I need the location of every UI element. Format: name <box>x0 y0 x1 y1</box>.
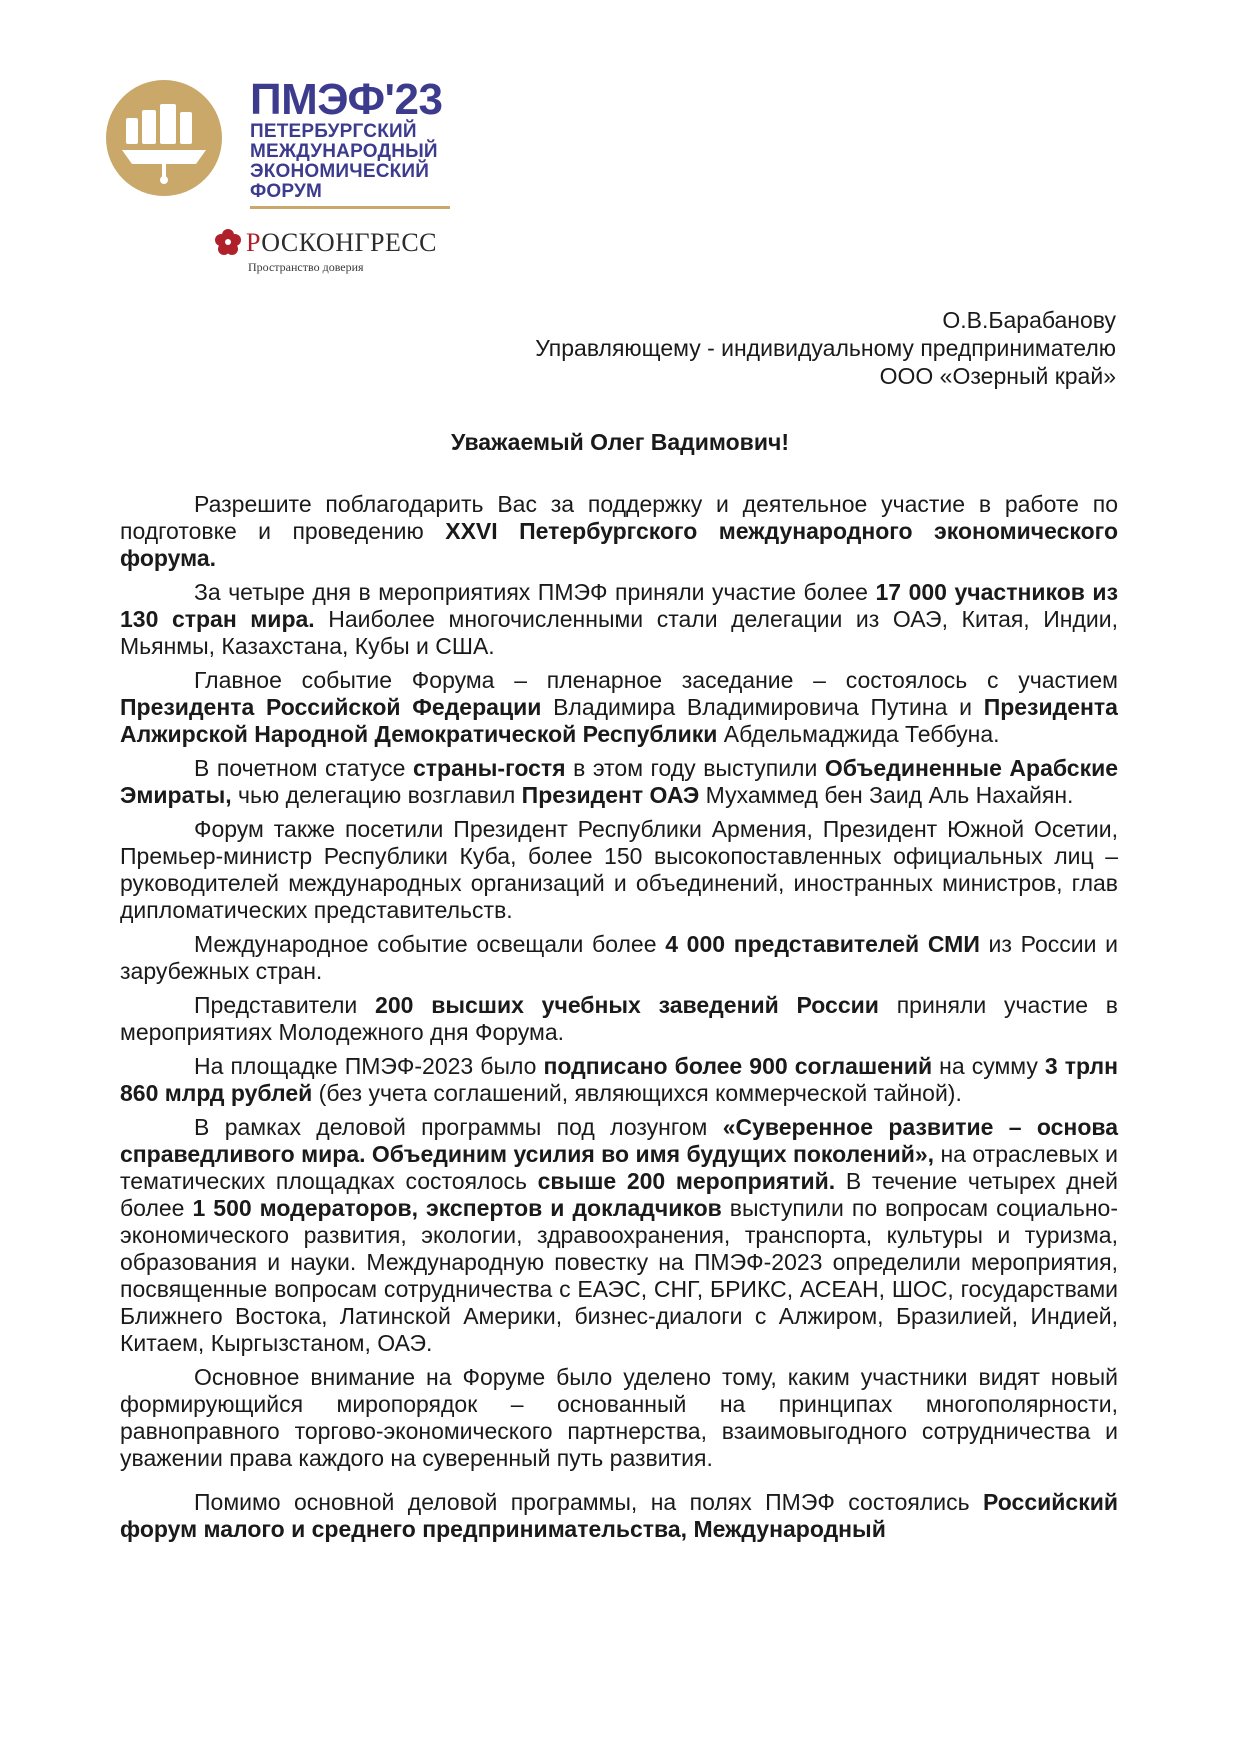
logo-subtitle-line: ЭКОНОМИЧЕСКИЙ <box>250 161 430 182</box>
bold-run: Российский форум малого и среднего предпринимательства, Международный <box>120 1489 1118 1542</box>
bold-run: 1 500 модераторов, экспертов и докладчиков <box>192 1195 722 1221</box>
text-run: Помимо основной деловой программы, на полях ПМЭФ состоялись <box>194 1489 984 1515</box>
logo-subtitle-line: МЕЖДУНАРОДНЫЙ <box>250 141 438 162</box>
text-run: Разрешите поблагодарить Вас за поддержку и деятельное участие в работе по подготовке и проведению <box>120 491 1118 544</box>
bold-run: 3 трлн 860 млрд рублей <box>120 1053 1118 1106</box>
text-run: В почетном статусе <box>194 755 413 781</box>
bold-run: подписано более 900 соглашений <box>543 1053 933 1079</box>
text-run: Мухаммед бен Заид Аль Нахайян. <box>699 782 1074 808</box>
bold-run: свыше 200 мероприятий. <box>537 1168 836 1194</box>
greeting: Уважаемый Олег Вадимович! <box>451 429 789 455</box>
roscongress-name <box>246 230 437 256</box>
text-run: На площадке ПМЭФ-2023 было <box>194 1053 544 1079</box>
bold-run: Объединенные Арабские Эмираты, <box>120 755 1119 808</box>
addressee-position: Управляющему - индивидуальному предпринимателю <box>535 335 1116 361</box>
bold-run: 17 000 участников из 130 стран мира. <box>120 579 1118 632</box>
text-run: Владимира Владимировича Путина и <box>541 694 984 720</box>
text-run: Международное событие освещали более <box>194 931 666 957</box>
roscongress-flower-icon <box>214 228 242 256</box>
text-run: на сумму <box>932 1053 1045 1079</box>
logo-title: ПМЭФ'23 <box>250 75 443 124</box>
text-run: Представители <box>194 992 376 1018</box>
text-run: В рамках деловой программы под лозунгом <box>194 1114 723 1140</box>
bold-run: страны-гостя <box>412 755 566 781</box>
paragraph <box>120 755 1118 809</box>
paragraph <box>120 1364 1118 1472</box>
paragraph <box>120 1114 1118 1357</box>
text-run: Наиболее многочисленными стали делегации из ОАЭ, Китая, Индии, Мьянмы, Казахстана, Кубы и США. <box>120 606 1119 659</box>
bold-run: 200 высших учебных заведений России <box>375 992 879 1018</box>
text-run: чью делегацию возглавил <box>231 782 522 808</box>
paragraph <box>120 992 1118 1046</box>
addressee-block <box>535 306 1116 390</box>
bold-run: Президента Алжирской Народной Демократической Республики <box>120 694 1118 747</box>
text-run: из России и зарубежных стран. <box>120 931 1118 984</box>
text-run: За четыре дня в мероприятиях ПМЭФ приняли участие более <box>194 579 876 605</box>
paragraph <box>120 816 1118 924</box>
text-run: приняли участие в мероприятиях Молодежного дня Форума. <box>120 992 1118 1045</box>
letter-body <box>120 491 1118 1550</box>
text-run: Главное событие Форума – пленарное заседание – состоялось с участием <box>194 667 1118 693</box>
bold-run: «Суверенное развитие – основа справедливого мира. Объединим усилия во имя будущих поколений», <box>120 1114 1118 1167</box>
text-run: в этом году выступили <box>565 755 825 781</box>
paragraph <box>120 667 1118 748</box>
paragraph <box>120 931 1118 985</box>
roscongress-name-rest: ОСКОНГРЕСС <box>261 228 438 257</box>
logo-subtitle-line: ПЕТЕРБУРГСКИЙ <box>250 121 417 142</box>
roscongress-slogan: Пространство доверия <box>248 260 364 274</box>
paragraph <box>120 579 1118 660</box>
bold-run: XXVI Петербургского международного экономического форума. <box>120 518 1119 571</box>
paragraph <box>120 1489 1118 1543</box>
bold-run: 4 000 представителей СМИ <box>665 931 980 957</box>
pmef-logo <box>106 75 466 280</box>
text-run: на отраслевых и тематических площадках состоялось <box>120 1141 1118 1194</box>
text-run: выступили по вопросам социально-экономического развития, экологии, здравоохранения, транспорта, культуры и туризма, образования и науки. Международную повестку на ПМЭФ-2023 определили мероприятия, посвященные вопросам сотрудничества с ЕАЭС, СНГ, БРИКС, АСЕАН, ШОС, государствами Ближнего Востока, Латинской Америки, бизнес-диалоги с Алжиром, Бразилией, Индией, Китаем, Кыргызстаном, ОАЭ. <box>120 1195 1118 1356</box>
logo-divider <box>250 206 450 209</box>
bold-run: Президента Российской Федерации <box>120 694 542 720</box>
paragraph <box>120 491 1118 572</box>
text-run: Форум также посетили Президент Республики Армения, Президент Южной Осетии, Премьер-министр Республики Куба, более 150 высокопоставленных официальных лиц – руководителей международных организаций и объединений, иностранных министров, глав дипломатических представительств. <box>120 816 1118 923</box>
text-run: (без учета соглашений, являющихся коммерческой тайной). <box>312 1080 962 1106</box>
roscongress-name-first: Р <box>246 228 262 257</box>
bold-run: Президент ОАЭ <box>521 782 700 808</box>
text-run: Основное внимание на Форуме было уделено тому, каким участники видят новый формирующийся миропорядок – основанный на принципах многополярности, равноправного торгово-экономического партнерства, взаимовыгодного сотрудничества и уважении права каждого на суверенный путь развития. <box>120 1364 1118 1471</box>
ship-emblem-icon <box>106 80 222 196</box>
logo-subtitle-line: ФОРУМ <box>250 181 323 202</box>
text-run: В течение четырех дней более <box>120 1168 1118 1221</box>
text-run: Абдельмаджида Теббуна. <box>717 721 1000 747</box>
logo-subtitle <box>250 122 438 202</box>
addressee-name: О.В.Барабанову <box>942 307 1116 333</box>
paragraph <box>120 1053 1118 1107</box>
addressee-company: ООО «Озерный край» <box>879 363 1116 389</box>
